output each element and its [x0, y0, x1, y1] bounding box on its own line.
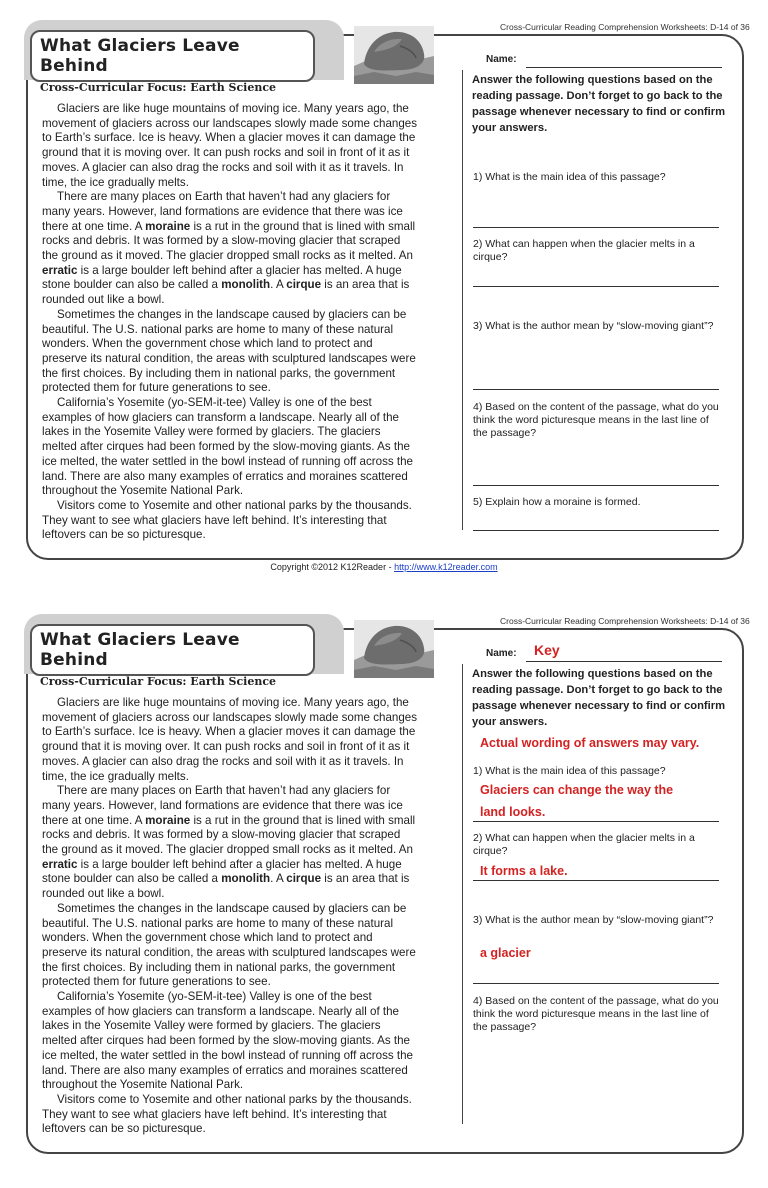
passage-paragraph-5: Visitors come to Yosemite and other national parks by the thousands. They want to see what glaciers have left behind. It’s interesting that leftovers can be so picturesque.: [42, 498, 412, 542]
answer-note: Actual wording of answers may vary.: [480, 736, 700, 750]
name-value-key: Key: [534, 642, 560, 658]
worksheet-subtitle: Cross-Curricular Focus: Earth Science: [40, 81, 277, 94]
question-2: 2) What can happen when the glacier melts in a cirque?: [473, 832, 695, 857]
answer-line-2[interactable]: [473, 286, 719, 287]
answer-line-3[interactable]: [473, 389, 719, 390]
name-label: Name:: [486, 648, 517, 659]
title-box: [30, 624, 315, 688]
glacier-boulder-photo: [354, 26, 434, 84]
copyright: [0, 562, 768, 572]
passage-paragraph-2: There are many places on Earth that haven’t had any glaciers for many years. However, land formations are evidence that there was ice there at one time. A moraine is a rut in the ground that is lined with small rocks and debris. It was formed by a slow-moving glacier that scraped the ground as it moved. The glacier dropped small rocks as it melted. An erratic is a large boulder left behind after a glacier has melted. A huge stone boulder can also be called a monolith. A cirque is an area that is rounded out like a bowl.: [42, 190, 416, 307]
reading-passage: [42, 696, 452, 1137]
answer-2: It forms a lake.: [480, 864, 568, 878]
answer-line-5[interactable]: [473, 530, 719, 531]
passage-paragraph-4: California’s Yosemite (yo-SEM-it-tee) Valley is one of the best examples of how glaciers can transform a landscape. Nearly all of the lakes in the Yosemite Valley were formed by glaciers. The glaciers melted after cirques had been formed by the slow-moving giants. As the ice melted, the water settled in the bowl instead of running off across the land. There are also many examples of erratics and moraines scattered throughout the Yosemite National Park.: [42, 396, 413, 498]
question-4: 4) Based on the content of the passage, what do you think the word picturesque means in the last line of the passage?: [473, 995, 719, 1033]
glacier-boulder-photo: [354, 620, 434, 678]
answer-key-page: [0, 594, 768, 1188]
question-3: 3) What is the author mean by “slow-moving giant”?: [473, 914, 714, 926]
instructions: Answer the following questions based on the reading passage. Don’t forget to go back to the passage whenever necessary to find or confirm your answers.: [472, 74, 726, 134]
passage-paragraph-3: Sometimes the changes in the landscape caused by glaciers can be beautiful. The U.S. national parks are home to many of these natural wonders. When the government chose which land to protect and preserve its natural condition, the areas with sculptured landscapes were the first choices. By including them in national parks, the government protected them for future generations to see.: [42, 901, 416, 989]
column-divider: [462, 70, 463, 530]
answer-line-3[interactable]: [473, 983, 719, 984]
answer-line-4[interactable]: [473, 485, 719, 486]
name-row: [486, 642, 722, 664]
passage-paragraph-3: Sometimes the changes in the landscape caused by glaciers can be beautiful. The U.S. national parks are home to many of these natural wonders. When the government chose which land to protect and preserve its natural condition, the areas with sculptured landscapes were the first choices. By including them in national parks, the government protected them for future generations to see.: [42, 307, 416, 395]
question-1: 1) What is the main idea of this passage?: [473, 171, 666, 183]
question-5: 5) Explain how a moraine is formed.: [473, 496, 641, 508]
passage-paragraph-1: Glaciers are like huge mountains of moving ice. Many years ago, the movement of glaciers across our landscapes slowly made some changes to Earth’s surface. Ice is heavy. When a glacier moves it can damage the ground that it is moving over. It can push rocks and soil in front of it as it moves. A glacier can also drag the rocks and soil with it as it travels. In time, the ice gradually melts.: [42, 102, 418, 189]
answer-1-line-1: Glaciers can change the way the: [480, 783, 674, 797]
title-box: [30, 30, 315, 94]
question-3: 3) What is the author mean by “slow-moving giant”?: [473, 320, 714, 332]
answer-line-1[interactable]: [473, 821, 719, 822]
worksheet-subtitle: Cross-Curricular Focus: Earth Science: [40, 675, 277, 688]
series-label: Cross-Curricular Reading Comprehension Worksheets: D-14 of 36: [500, 616, 750, 626]
column-divider: [462, 664, 463, 1124]
instructions: Answer the following questions based on the reading passage. Don’t forget to go back to the passage whenever necessary to find or confirm your answers.: [472, 668, 726, 728]
answer-3: a glacier: [480, 946, 531, 960]
passage-paragraph-2: There are many places on Earth that haven’t had any glaciers for many years. However, land formations are evidence that there was ice there at one time. A moraine is a rut in the ground that is lined with small rocks and debris. It was formed by a slow-moving glacier that scraped the ground as it moved. The glacier dropped small rocks as it melted. An erratic is a large boulder left behind after a glacier has melted. A huge stone boulder can also be called a monolith. A cirque is an area that is rounded out like a bowl.: [42, 784, 416, 901]
passage-paragraph-5: Visitors come to Yosemite and other national parks by the thousands. They want to see what glaciers have left behind. It’s interesting that leftovers can be so picturesque.: [42, 1092, 412, 1136]
worksheet-title: What Glaciers Leave Behind: [40, 36, 240, 76]
k12reader-link[interactable]: http://www.k12reader.com: [394, 562, 498, 572]
copyright-text: Copyright ©2012 K12Reader -: [270, 562, 395, 572]
passage-paragraph-4: California’s Yosemite (yo-SEM-it-tee) Valley is one of the best examples of how glaciers can transform a landscape. Nearly all of the lakes in the Yosemite Valley were formed by glaciers. The glaciers melted after cirques had been formed by the slow-moving giants. As the ice melted, the water settled in the bowl instead of running off across the land. There are also many examples of erratics and moraines scattered throughout the Yosemite National Park.: [42, 990, 413, 1092]
worksheet-title: What Glaciers Leave Behind: [40, 630, 240, 670]
name-label: Name:: [486, 54, 517, 65]
name-field[interactable]: [526, 67, 722, 68]
answer-1-line-2: land looks.: [480, 805, 546, 819]
name-row: [486, 52, 722, 70]
question-2: 2) What can happen when the glacier melts in a cirque?: [473, 238, 695, 263]
question-4: 4) Based on the content of the passage, what do you think the word picturesque means in the last line of the passage?: [473, 401, 719, 439]
question-1: 1) What is the main idea of this passage?: [473, 765, 666, 777]
answer-line-1[interactable]: [473, 227, 719, 228]
reading-passage: [42, 102, 452, 543]
answer-1: [480, 779, 673, 823]
series-label: Cross-Curricular Reading Comprehension Worksheets: D-14 of 36: [500, 22, 750, 32]
answer-line-2[interactable]: [473, 880, 719, 881]
name-field[interactable]: [526, 661, 722, 662]
passage-paragraph-1: Glaciers are like huge mountains of moving ice. Many years ago, the movement of glaciers across our landscapes slowly made some changes to Earth’s surface. Ice is heavy. When a glacier moves it can damage the ground that it is moving over. It can push rocks and soil in front of it as it moves. A glacier can also drag the rocks and soil with it as it travels. In time, the ice gradually melts.: [42, 696, 418, 783]
